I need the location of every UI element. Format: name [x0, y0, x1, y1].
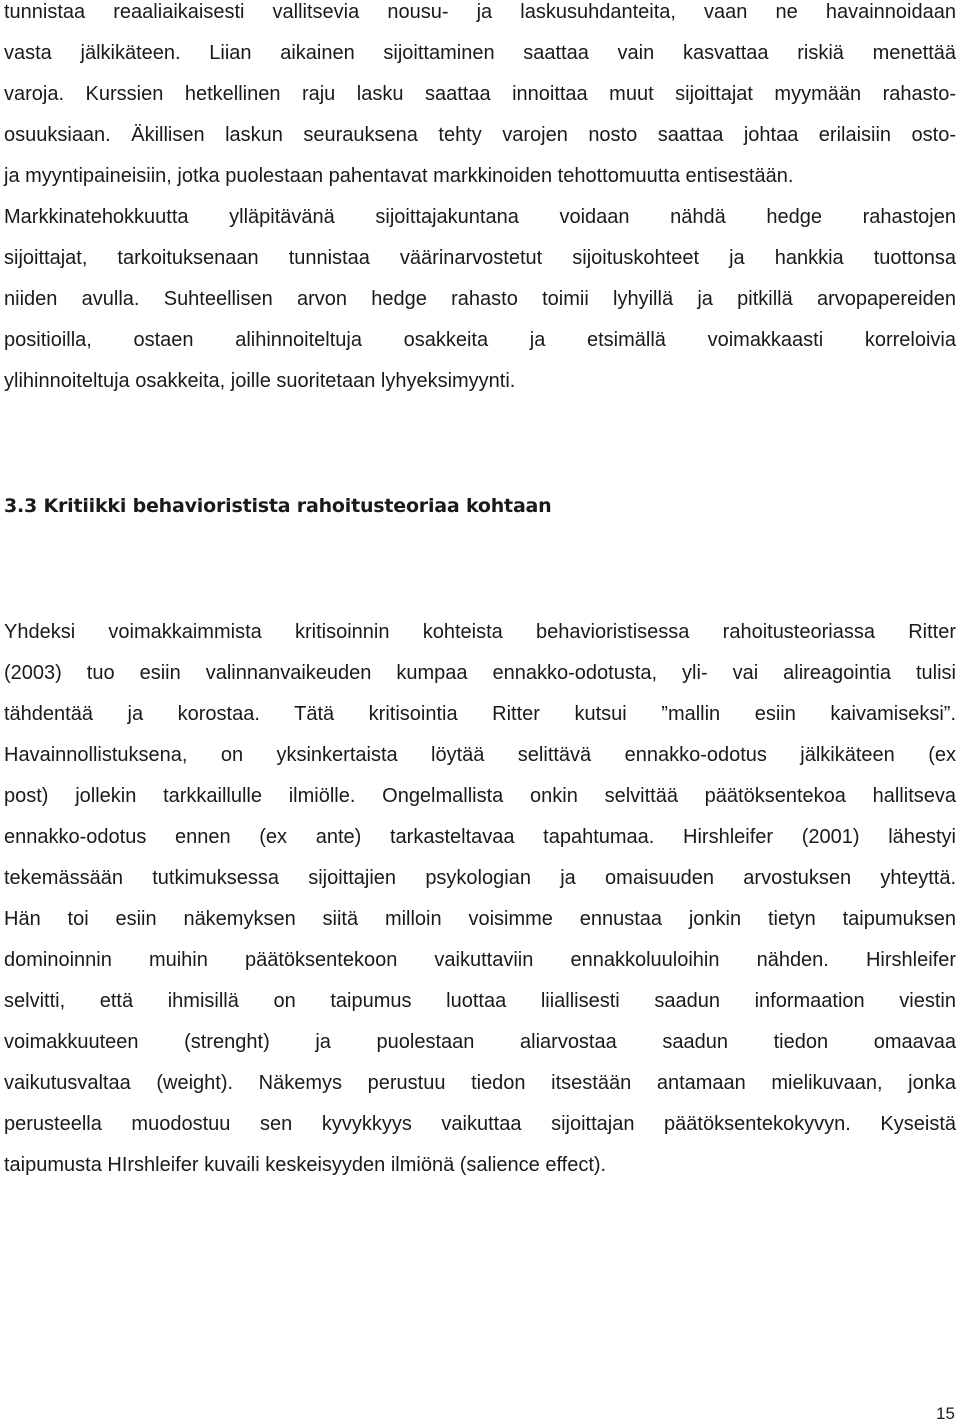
- text-line: vasta jälkikäteen. Liian aikainen sijoittaminen saattaa vain kasvattaa riskiä menettää: [4, 42, 956, 64]
- text-line: osuuksiaan. Äkillisen laskun seurauksena tehty varojen nosto saattaa johtaa erilaisiin osto-: [4, 124, 956, 146]
- text-line: post) jollekin tarkkaillulle ilmiölle. Ongelmallista onkin selvittää päätöksentekoa hallitseva: [4, 785, 956, 807]
- text-line: dominoinnin muihin päätöksentekoon vaikuttaviin ennakkoluuloihin nähden. Hirshleifer: [4, 949, 956, 971]
- text-line: voimakkuuteen (strenght) ja puolestaan aliarvostaa saadun tiedon omaavaa: [4, 1031, 956, 1053]
- text-line: Hän toi esiin näkemyksen siitä milloin voisimme ennustaa jonkin tietyn taipumuksen: [4, 908, 956, 930]
- text-line: taipumusta HIrshleifer kuvaili keskeisyyden ilmiönä (salience effect).: [4, 1154, 607, 1176]
- text-line: (2003) tuo esiin valinnanvaikeuden kumpaa ennakko-odotusta, yli- vai alireagointia tulisi: [4, 662, 956, 684]
- text-line: selvitti, että ihmisillä on taipumus luottaa liiallisesti saadun informaation viestin: [4, 990, 956, 1012]
- page-number: 15: [936, 1404, 955, 1423]
- text-line: perusteella muodostuu sen kyvykkyys vaikuttaa sijoittajan päätöksentekokyvyn. Kyseistä: [4, 1113, 956, 1135]
- section-heading: 3.3 Kritiikki behavioristista rahoitusteoriaa kohtaan: [4, 495, 552, 517]
- text-line: Yhdeksi voimakkaimmista kritisoinnin kohteista behavioristisessa rahoitusteoriassa Ritter: [4, 621, 956, 643]
- text-line: Havainnollistuksena, on yksinkertaista löytää selittävä ennakko-odotus jälkikäteen (ex: [4, 744, 956, 766]
- text-line: Markkinatehokkuutta ylläpitävänä sijoittajakuntana voidaan nähdä hedge rahastojen: [4, 206, 956, 228]
- text-line: varoja. Kurssien hetkellinen raju lasku saattaa innoittaa muut sijoittajat myymään rahasto-: [4, 83, 956, 105]
- text-line: ennakko-odotus ennen (ex ante) tarkasteltavaa tapahtumaa. Hirshleifer (2001) lähestyi: [4, 826, 956, 848]
- text-line: positioilla, ostaen alihinnoiteltuja osakkeita ja etsimällä voimakkaasti korreloivia: [4, 329, 956, 351]
- text-line: tekemässään tutkimuksessa sijoittajien psykologian ja omaisuuden arvostuksen yhteyttä.: [4, 867, 956, 889]
- text-line: sijoittajat, tarkoituksenaan tunnistaa väärinarvostetut sijoituskohteet ja hankkia tuottonsa: [4, 247, 956, 269]
- text-line: niiden avulla. Suhteellisen arvon hedge rahasto toimii lyhyillä ja pitkillä arvopapereiden: [4, 288, 956, 310]
- text-line: ylihinnoiteltuja osakkeita, joille suoritetaan lyhyeksimyynti.: [4, 370, 516, 392]
- text-line: ja myyntipaineisiin, jotka puolestaan pahentavat markkinoiden tehottomuutta entisestään.: [4, 165, 794, 187]
- text-line: tähdentää ja korostaa. Tätä kritisointia Ritter kutsui ”mallin esiin kaivamiseksi”.: [4, 703, 956, 725]
- text-line: tunnistaa reaaliaikaisesti vallitsevia nousu- ja laskusuhdanteita, vaan ne havainnoidaan: [4, 1, 956, 23]
- text-line: vaikutusvaltaa (weight). Näkemys perustuu tiedon itsestään antamaan mielikuvaan, jonka: [4, 1072, 956, 1094]
